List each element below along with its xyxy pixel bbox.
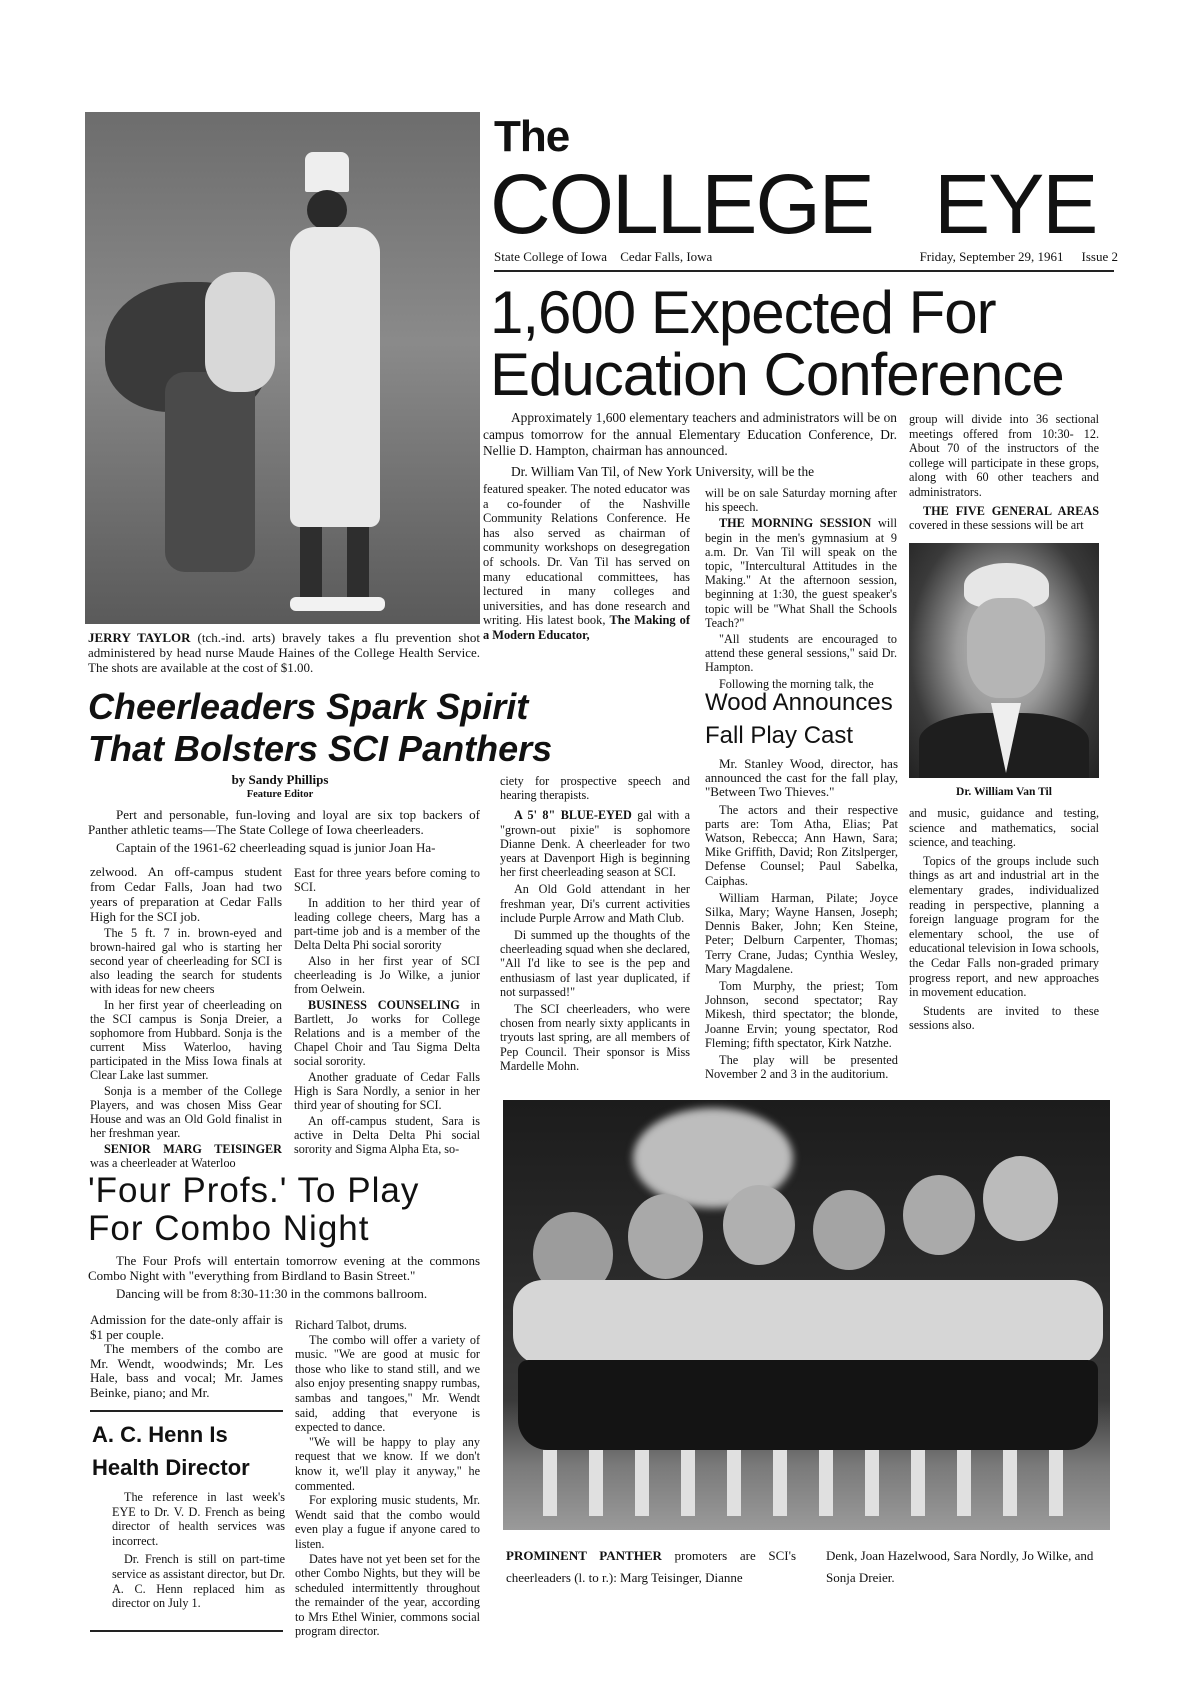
play-headline (705, 686, 893, 752)
cheer-byline-title: Feature Editor (246, 789, 314, 800)
conference-col2-p3: "All students are encouraged to attend these general sessions," said Dr. Hampton. (705, 632, 897, 675)
cheer-col1-p5: SENIOR MARG TEISINGER was a cheerleader at Waterloo (90, 1142, 282, 1170)
combo-p1: The Four Profs will entertain tomorrow evening at the commons Combo Night with "everything from Birdland to Basin Street." (88, 1253, 480, 1283)
combo-col2-p5: Dates have not yet been set for the other Combo Nights, but they will be scheduled intermittently throughout the remainder of the year, according to Mrs Ethel Winier, commons social program director. (295, 1551, 480, 1639)
conference-col3-top (909, 412, 1099, 537)
cheer-col3-p1: ciety for prospective speech and hearing therapists. (500, 774, 690, 803)
play-body (705, 757, 898, 1081)
cheer-col1-p1: zelwood. An off-campus student from Cedar Falls, Joan had two years of preparation at Cedar Falls High for the SCI job. (90, 864, 282, 924)
combo-p2: Dancing will be from 8:30-11:30 in the commons ballroom. (116, 1286, 428, 1301)
henn-headline (92, 1418, 250, 1484)
cheer-col2-p4: BUSINESS COUNSELING in Bartlett, Jo works for College Relations and is a member of the Chapel Choir and Tau Sigma Delta social sorority. (294, 998, 480, 1068)
play-p4: Tom Murphy, the priest; Tom Johnson, second spectator; Ray Mikesh, third spectator; the blonde, Joanne Ervin; young spectator, Rod Fleming; fifth spectator, Kirk Natzhe. (705, 979, 898, 1050)
dateline-issue: Issue 2 (1081, 249, 1118, 264)
conference-col3-p2: THE FIVE GENERAL AREAS covered in these sessions will be art (909, 503, 1099, 533)
dateline-location: Cedar Falls, Iowa (620, 249, 713, 264)
play-p5: The play will be presented November 2 and 3 in the auditorium. (705, 1053, 898, 1082)
cheer-p1: Pert and personable, fun-loving and loyal are six top backers of Panther athletic teams—The State College of Iowa cheerleaders. (88, 807, 480, 837)
henn-top-rule (90, 1410, 283, 1412)
book-title: The Making of a Modern Educator, (483, 613, 690, 642)
conference-headline-line2: Education Conference (490, 341, 1064, 408)
combo-lead (88, 1254, 480, 1302)
conference-col1 (483, 482, 690, 647)
cheer-col2-p1: East for three years before coming to SCI. (294, 866, 480, 894)
conference-intro-p1: Approximately 1,600 elementary teachers and administrators will be on campus tomorrow for the annual Elementary Education Conference, Dr. Nellie D. Hampton, chairman has announced. (483, 410, 897, 458)
cheer-caption-right: Denk, Joan Hazelwood, Sara Nordly, Jo Wilke, and Sonja Dreier. (826, 1548, 1094, 1585)
conference-col2 (705, 486, 897, 691)
combo-headline-line1: 'Four Profs.' To Play (88, 1171, 420, 1210)
cheer-col1-p2: The 5 ft. 7 in. brown-eyed and brown-haired gal who is starting her second year of cheerleading for SCI is also leading the search for students with ideas for new cheers (90, 926, 282, 996)
cheer-caption-left: PROMINENT PANTHER promoters are SCI's cheerleaders (l. to r.): Marg Teisinger, Dianne (506, 1548, 797, 1585)
conference-col3-p3: and music, guidance and testing, science and mathematics, social science, and teaching. (909, 806, 1099, 850)
conference-intro (483, 410, 897, 480)
play-headline-line1: Wood Announces (705, 689, 893, 716)
conference-headline-line1: 1,600 Expected For (490, 279, 996, 346)
cheerleaders-photo (503, 1100, 1110, 1530)
conference-col2-p1: will be on sale Saturday morning after his speech. (705, 486, 897, 515)
combo-headline (88, 1172, 419, 1248)
conference-col3-bottom (909, 806, 1099, 1037)
dateline-date: Friday, September 29, 1961 (919, 249, 1064, 264)
henn-p2: Dr. French is still on part-time service as assistant director, but Dr. A. C. Henn replaced him as director on July 1. (112, 1552, 285, 1611)
conference-col3-p5: Students are invited to these sessions also. (909, 1003, 1099, 1033)
dateline-school: State College of Iowa (494, 249, 607, 264)
cheer-col2 (294, 866, 480, 1158)
cheer-col3-p5: The SCI cheerleaders, who were chosen from nearly sixty applicants in tryouts last spring, are all members of Pep Council. Their sponsor is Miss Mardelle Mohn. (500, 1002, 690, 1073)
cheer-col1 (90, 864, 282, 1172)
play-headline-line2: Fall Play Cast (705, 722, 854, 749)
masthead-rule (494, 270, 1114, 272)
dateline (494, 249, 1118, 265)
combo-col1-p1: Admission for the date-only affair is $1 per couple. (90, 1312, 283, 1342)
van-til-photo-caption: Dr. William Van Til (956, 786, 1052, 798)
cheer-headline-line2: That Bolsters SCI Panthers (88, 728, 553, 769)
combo-col2-p3: "We will be happy to play any request that we know. If we don't know it, we'll play it anyway," he commented. (295, 1434, 480, 1493)
van-til-photo (909, 543, 1099, 778)
conference-headline (490, 279, 1064, 408)
cheer-col2-p5: Another graduate of Cedar Falls High is Sara Nordly, a senior in her third year of shouting for SCI. (294, 1070, 480, 1112)
conference-col3-p1: group will divide into 36 sectional meetings offered from 10:30- 12. About 70 of the instructors of the college will participate in these grops, along with 60 other teachers and administrators. (909, 412, 1099, 499)
cheer-col1-p3: In her first year of cheerleading on the SCI campus is Sonja Dreier, a sophomore from Hubbard. Sonja is the current Miss Waterloo, having participated in the Miss Iowa finals at Clear Lake last summer. (90, 998, 282, 1082)
caption-text: (tch.-ind. arts) bravely takes a flu prevention shot administered by head nurse Maude Haines of the College Health Service. The shots are available at the cost of $1.00. (88, 630, 480, 675)
combo-col1-p2: The members of the combo are Mr. Wendt, woodwinds; Mr. Les Hale, bass and vocal; Mr. James Beinke, piano; and Mr. (90, 1341, 283, 1400)
masthead-the: The (494, 112, 570, 161)
caption-lead: JERRY TAYLOR (88, 630, 191, 645)
cheer-lead (88, 808, 480, 856)
conference-col1-p1: featured speaker. The noted educator was a co-founder of the Nashville Community Relations Conference. He has also served as chairman of community workshops on desegregation of schools. Dr. Van Til has served on many educational committees, has lectured in many colleges and universities, and has done research and writing. His latest book, The Making of a Modern Educator, (483, 482, 690, 642)
play-p3: William Harman, Pilate; Joyce Silka, Mary; Wayne Hansen, Joseph; Dennis Baker, John; Ken Steine, Peter; Delburn Carpenter, Thomas; Terry Crane, Judas; Cynthia Wesley, Mary Magdalene. (705, 890, 898, 976)
henn-bottom-rule (90, 1630, 283, 1632)
conference-col3-p4: Topics of the groups include such things as art and industrial art in the elementary grades, individualized reading in perspective, planning a foreign language program for the elementary school, the use of educational television in Iowa schools, the Cedar Falls non-graded primary progress report, and new approaches in movement education. (909, 853, 1099, 1000)
combo-col2-p2: The combo will offer a variety of music. "We are good at music for those who like to stand still, and we also enjoy presenting snappy rumbas, sambas and tangoes," Mr. Wendt said, adding that everyone is expected to dance. (295, 1332, 480, 1435)
cheer-col2-p2: In addition to her third year of leading college cheers, Marg has a part-time job and is a member of the Delta Delta Phi social sorority (294, 896, 480, 952)
cheer-col3-p3: An Old Gold attendant in her freshman year, Di's current activities include Purple Arrow and Math Club. (500, 882, 690, 925)
cheer-col3-p2: A 5' 8" BLUE-EYED gal with a "grown-out pixie" is sophomore Dianne Denk. A cheerleader for two years at Davenport High is beginning her first cheerleading season at SCI. (500, 808, 691, 880)
conference-intro-p2: Dr. William Van Til, of New York University, will be the (511, 463, 815, 479)
nurse-photo-caption (88, 630, 480, 675)
play-p1: Mr. Stanley Wood, director, has announced the cast for the fall play, "Between Two Thieves." (705, 756, 898, 800)
combo-headline-line2: For Combo Night (88, 1209, 370, 1248)
cheer-p2: Captain of the 1961-62 cheerleading squad is junior Joan Ha- (116, 840, 436, 855)
masthead-title: COLLEGE EYE (490, 157, 1097, 251)
cheer-headline-line1: Cheerleaders Spark Spirit (88, 686, 529, 727)
cheer-col3-p4: Di summed up the thoughts of the cheerleading squad when she declared, "All I'd like to see is the pep and enthusiasm of last year duplicated, if not surpassed!" (500, 928, 690, 999)
combo-col1 (90, 1313, 283, 1404)
conference-col2-p2: THE MORNING SESSION will begin in the men's gymnasium at 9 a.m. Dr. Van Til will speak on the topic, "Intercultural Attitudes in the Making." At the afternoon session, beginning at 1:30, the guest speaker's topic will be "What Shall the Schools Teach?" (705, 516, 897, 630)
nurse-photo (85, 112, 480, 624)
cheer-col3 (500, 774, 690, 1073)
cheer-headline (88, 686, 552, 770)
cheer-col2-p3: Also in her first year of SCI cheerleading is Jo Wilke, a junior from Oelwein. (294, 954, 480, 996)
combo-col2 (295, 1318, 480, 1639)
play-p2: The actors and their respective parts are: Tom Atha, Elias; Pat Watson, Rebecca; Ann Hawn, Sara; Mike Griffith, David; Ron Zitslperger, Defense Counsel; Paul Sabelka, Caiphas. (705, 802, 898, 888)
combo-col2-p1: Richard Talbot, drums. (295, 1318, 407, 1332)
henn-headline-line1: A. C. Henn Is (92, 1422, 228, 1447)
henn-headline-line2: Health Director (92, 1455, 250, 1480)
conference-col2-p4: Following the morning talk, the (719, 676, 874, 691)
cheer-col2-p6: An off-campus student, Sara is active in Delta Delta Phi social sorority and Sigma Alpha Eta, so- (294, 1114, 480, 1156)
henn-p1: The reference in last week's EYE to Dr. V. D. French as being director of health services was incorrect. (112, 1490, 285, 1548)
cheer-col1-p4: Sonja is a member of the College Players, and was chosen Miss Gear House and was an Old Gold finalist in her freshman year. (90, 1084, 282, 1140)
combo-col2-p4: For exploring music students, Mr. Wendt said that the combo would even play a fugue if anyone cared to listen. (295, 1493, 480, 1551)
henn-body (112, 1490, 285, 1615)
cheer-byline: by Sandy Phillips (231, 772, 329, 787)
